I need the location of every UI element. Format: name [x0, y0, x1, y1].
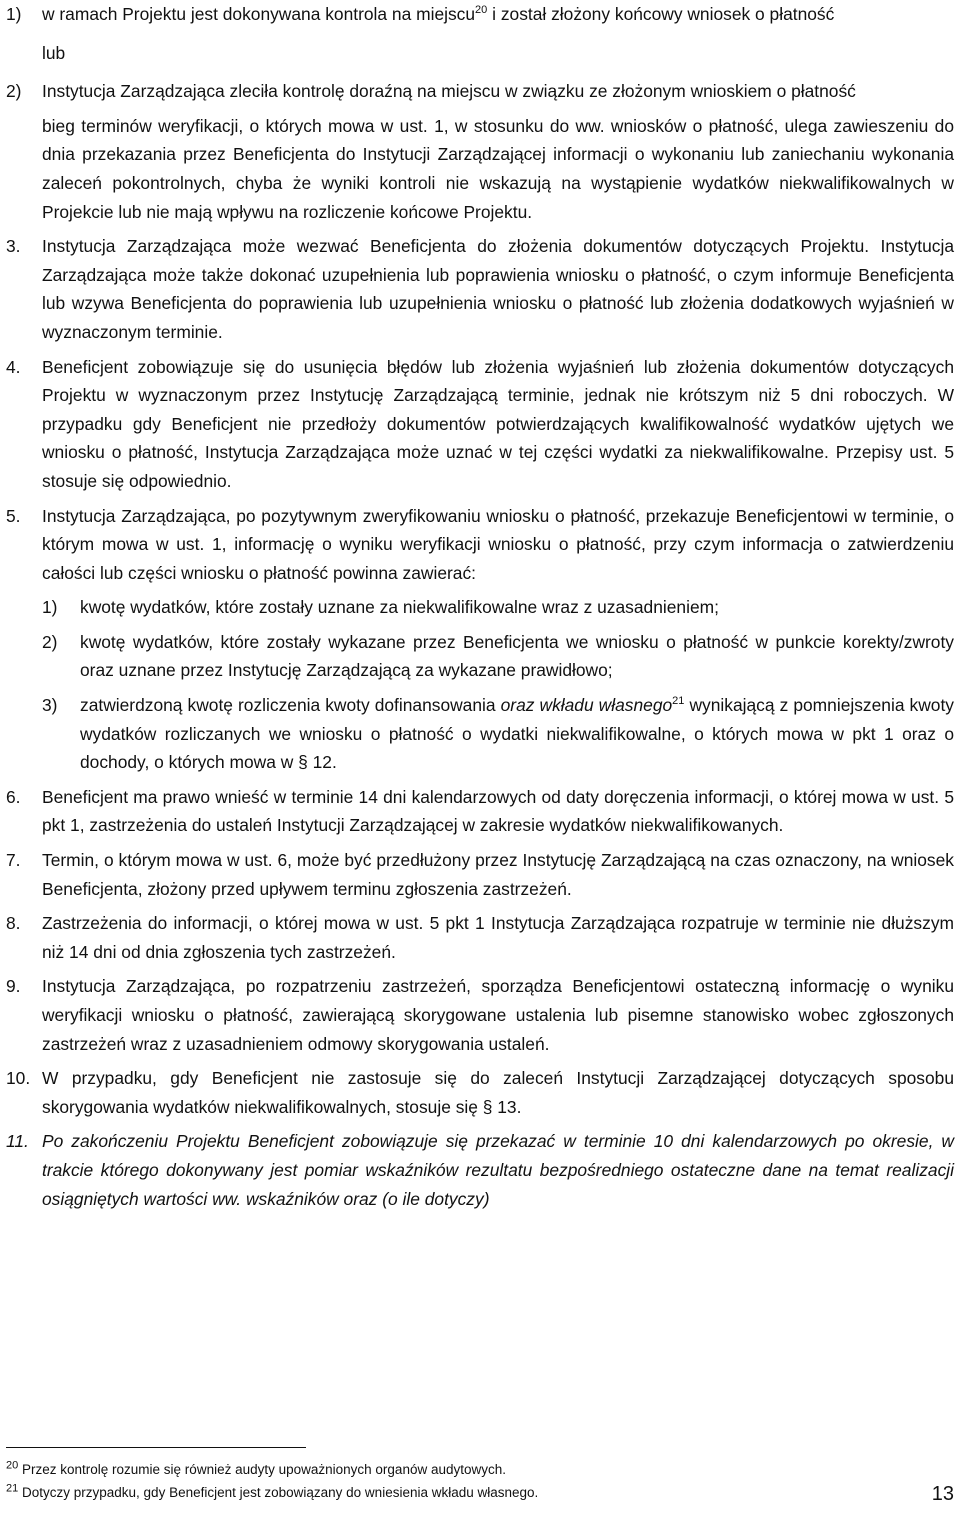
paragraph-number: 5.: [6, 505, 21, 526]
italic-text: oraz wkładu własnego: [500, 695, 673, 716]
paragraph-text: kwotę wydatków, które zostały uznane za niekwalifikowalne wraz z uzasadnieniem;: [80, 597, 719, 618]
paragraph-text: kwotę wydatków, które zostały wykazane przez Beneficjenta we wniosku o płatność w punkcie korekty/zwroty oraz uznane przez Instytucję Zarządzającą za wykazane prawidłowo;: [80, 631, 954, 681]
sub-list-item: [6, 593, 954, 622]
footnote-text: Dotyczy przypadku, gdy Beneficjent jest zobowiązany do wniesienia wkładu własnego.: [18, 1485, 539, 1500]
numbered-paragraph: [6, 232, 954, 346]
paragraph-number: 9.: [6, 976, 21, 997]
paragraph-text: Termin, o którym mowa w ust. 6, może być przedłużony przez Instytucję Zarządzającą na czas oznaczony, na wniosek Beneficjenta, złożony przed upływem terminu zgłoszenia zastrzeżeń.: [42, 850, 954, 899]
page-number: 13: [931, 1483, 954, 1505]
footnote-divider: [6, 1447, 306, 1448]
paragraph-number: 7.: [6, 850, 21, 871]
sub-list-item: [6, 628, 954, 685]
item-number: 2): [6, 81, 22, 102]
footnote-text: Przez kontrolę rozumie się również audyty upoważnionych organów audytowych.: [18, 1462, 506, 1477]
footnote: [6, 1458, 954, 1481]
paragraph-text: zatwierdzoną kwotę rozliczenia kwoty dofinansowania: [80, 695, 501, 716]
paragraph-text: i został złożony końcowy wniosek o płatność: [487, 4, 835, 24]
footnotes: [6, 1458, 954, 1504]
numbered-paragraph: [6, 502, 954, 588]
paragraph-number: 8.: [6, 913, 21, 934]
item-number: 2): [42, 631, 58, 652]
numbered-paragraph: [6, 1127, 954, 1213]
item-number: 1): [6, 4, 22, 24]
paragraph-text: wynikającą z pomniejszenia kwoty wydatków rozliczanych we wniosku o płatność o wydatki niekwalifikowalne, o których mowa w pkt 1 oraz o dochody, o których mowa w § 12.: [80, 695, 954, 773]
footnote: [6, 1481, 954, 1504]
footnote-ref: 21: [672, 695, 685, 708]
numbered-paragraph: [6, 1064, 954, 1121]
paragraph-number: 11.: [6, 1131, 29, 1152]
item-number: 3): [42, 695, 58, 716]
list-item: [6, 77, 954, 106]
paragraph-text: Po zakończeniu Projektu Beneficjent zobowiązuje się przekazać w terminie 10 dni kalendarzowych po okresie, w trakcie którego dokonywany jest pomiar wskaźników rezultatu bezpośredniego ostateczne dane na temat realizacji osiągniętych wartości ww. wskaźników oraz (o ile dotyczy): [42, 1131, 954, 1209]
item-number: 1): [42, 597, 58, 618]
paragraph-text: Instytucja Zarządzająca zleciła kontrolę doraźną na miejscu w związku ze złożonym wnioskiem o płatność: [42, 81, 856, 102]
numbered-paragraph: [6, 783, 954, 840]
paragraph-text: W przypadku, gdy Beneficjent nie zastosuje się do zaleceń Instytucji Zarządzającej dotyczących sposobu skorygowania wydatków niekwalifikowalnych, stosuje się § 13.: [42, 1068, 954, 1117]
paragraph-text: Beneficjent ma prawo wnieść w terminie 14 dni kalendarzowych od daty doręczenia informacji, o której mowa w ust. 5 pkt 1, zastrzeżenia do ustaleń Instytucji Zarządzającej w zakresie wydatków niekwalifikowanych.: [42, 786, 954, 836]
footnote-ref: 20: [475, 4, 488, 17]
numbered-paragraph: [6, 846, 954, 903]
numbered-paragraph: [6, 972, 954, 1058]
paragraph-text: w ramach Projektu jest dokonywana kontrola na miejscu: [42, 4, 476, 24]
footnote-mark: 20: [6, 1459, 19, 1472]
paragraph-number: 6.: [6, 786, 21, 807]
paragraph: bieg terminów weryfikacji, o których mowa w ust. 1, w stosunku do ww. wniosków o płatność, ulega zawieszeniu do dnia przekazania przez Beneficjenta do Instytucji Zarządzającej informacji o wykonaniu lub zaniechaniu wykonania zaleceń pokontrolnych, chyba że wyniki kontroli nie wskazują na wystąpienie wydatków niekwalifikowalnych w Projekcie lub nie mają wpływu na rozliczenie końcowe Projektu.: [42, 115, 954, 222]
paragraph-text: Beneficjent zobowiązuje się do usunięcia błędów lub złożenia wyjaśnień lub złożenia dokumentów dotyczących Projektu w wyznaczonym przez Instytucję Zarządzającą terminie, jednak nie krótszym niż 5 dni roboczych. W przypadku gdy Beneficjent nie przedłoży dokumentów potwierdzających kwalifikowalność wydatków ujętych we wniosku o płatność, Instytucja Zarządzająca może uznać w tej części wydatki za niekwalifikowalne. Przepisy ust. 5 stosuje się odpowiednio.: [42, 356, 954, 491]
paragraph-text: Zastrzeżenia do informacji, o której mowa w ust. 5 pkt 1 Instytucja Zarządzająca rozpatruje w terminie nie dłuższym niż 14 dni od dnia zgłoszenia tych zastrzeżeń.: [42, 913, 954, 962]
paragraph-number: 4.: [6, 356, 21, 377]
footnote-mark: 21: [6, 1482, 19, 1495]
paragraph-text: Instytucja Zarządzająca, po pozytywnym zweryfikowaniu wniosku o płatność, przekazuje Beneficjentowi w terminie, o którym mowa w ust. 1, informację o wyniku weryfikacji wniosku o płatność, przy czym informacja o zatwierdzeniu całości lub części wniosku o płatność powinna zawierać:: [42, 505, 954, 583]
numbered-paragraph: [6, 909, 954, 966]
numbered-paragraph: [6, 353, 954, 496]
paragraph-number: 10.: [6, 1068, 31, 1089]
paragraph-text: Instytucja Zarządzająca, po rozpatrzeniu zastrzeżeń, sporządza Beneficjentowi ostateczną informację o wyniku weryfikacji wniosku o płatność, zawierającą skorygowane ustalenia lub pisemne stanowisko wobec zgłoszonych zastrzeżeń wraz z uzasadnieniem odmowy skorygowania ustaleń.: [42, 976, 954, 1054]
paragraph-text: Instytucja Zarządzająca może wezwać Beneficjenta do złożenia dokumentów dotyczących Projektu. Instytucja Zarządzająca może także dokonać uzupełnienia lub poprawienia wniosku o płatność, o czym informuje Beneficjenta lub wzywa Beneficjenta do poprawienia lub uzupełnienia wniosku o płatność lub złożenia dodatkowych wyjaśnień w wyznaczonym terminie.: [42, 236, 954, 342]
sub-list-item: [6, 691, 954, 777]
paragraph-number: 3.: [6, 236, 21, 257]
or-connector: lub: [42, 42, 66, 63]
list-item: [6, 0, 954, 29]
